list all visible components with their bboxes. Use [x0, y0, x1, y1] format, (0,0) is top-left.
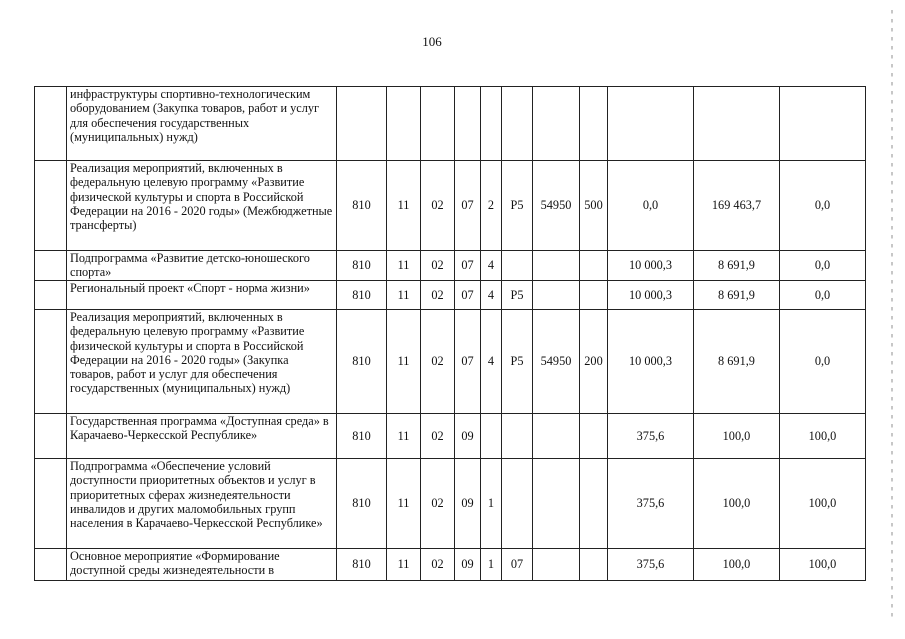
- table-row: [35, 161, 866, 251]
- value-cell-v3: 100,0: [780, 414, 866, 459]
- row-name-cell: Государственная программа «Доступная среда» в Карачаево-Черкесской Республике»: [67, 414, 337, 459]
- blank-cell: [35, 459, 67, 549]
- value-cell-c2: 11: [387, 310, 421, 414]
- value-cell-v1: 10 000,3: [608, 251, 694, 281]
- value-cell-c1: 810: [337, 414, 387, 459]
- value-cell-c4: 09: [455, 414, 481, 459]
- value-cell-v3: 100,0: [780, 549, 866, 581]
- value-cell-c7: 54950: [533, 161, 580, 251]
- value-cell-v3: 0,0: [780, 161, 866, 251]
- value-cell-c1: 810: [337, 251, 387, 281]
- value-cell-c3: 02: [421, 251, 455, 281]
- blank-cell: [35, 251, 67, 281]
- value-cell-c1: 810: [337, 310, 387, 414]
- value-cell-c7: [533, 459, 580, 549]
- page-number: 106: [422, 34, 442, 49]
- value-cell-c8: [580, 281, 608, 310]
- value-cell-c4: 07: [455, 161, 481, 251]
- value-cell-c8: [580, 87, 608, 161]
- value-cell-v2: 100,0: [694, 549, 780, 581]
- value-cell-c5: 1: [481, 549, 502, 581]
- budget-table: [34, 86, 866, 581]
- value-cell-c4: 07: [455, 281, 481, 310]
- value-cell-c3: 02: [421, 310, 455, 414]
- value-cell-v3: [780, 87, 866, 161]
- value-cell-v2: 100,0: [694, 459, 780, 549]
- value-cell-c2: [387, 87, 421, 161]
- value-cell-v2: [694, 87, 780, 161]
- blank-cell: [35, 414, 67, 459]
- value-cell-c2: 11: [387, 281, 421, 310]
- value-cell-v1: 375,6: [608, 459, 694, 549]
- value-cell-c7: [533, 87, 580, 161]
- row-name-cell: Реализация мероприятий, включенных в федеральную целевую программу «Развитие физической культуры и спорта в Российской Федерации на 2016 - 2020 годы» (Закупка товаров, работ и услуг для обеспечения государственных (муниципальных) нужд): [67, 310, 337, 414]
- value-cell-c3: 02: [421, 549, 455, 581]
- value-cell-c7: 54950: [533, 310, 580, 414]
- value-cell-c5: 2: [481, 161, 502, 251]
- value-cell-c7: [533, 414, 580, 459]
- value-cell-c5: 4: [481, 251, 502, 281]
- value-cell-c1: 810: [337, 281, 387, 310]
- value-cell-c6: P5: [502, 310, 533, 414]
- value-cell-c6: [502, 414, 533, 459]
- value-cell-c8: [580, 414, 608, 459]
- value-cell-v1: 10 000,3: [608, 310, 694, 414]
- value-cell-c7: [533, 251, 580, 281]
- value-cell-v1: 375,6: [608, 414, 694, 459]
- value-cell-v3: 0,0: [780, 251, 866, 281]
- value-cell-c8: [580, 459, 608, 549]
- value-cell-c7: [533, 549, 580, 581]
- value-cell-c4: [455, 87, 481, 161]
- value-cell-c8: [580, 251, 608, 281]
- value-cell-c3: 02: [421, 281, 455, 310]
- value-cell-c5: 1: [481, 459, 502, 549]
- value-cell-c5: 4: [481, 281, 502, 310]
- value-cell-c6: P5: [502, 161, 533, 251]
- value-cell-c8: [580, 549, 608, 581]
- row-name-cell: Реализация мероприятий, включенных в федеральную целевую программу «Развитие физической культуры и спорта в Российской Федерации на 2016 - 2020 годы» (Межбюджетные трансферты): [67, 161, 337, 251]
- value-cell-c2: 11: [387, 459, 421, 549]
- value-cell-v1: 0,0: [608, 161, 694, 251]
- table-row: [35, 414, 866, 459]
- value-cell-v2: 8 691,9: [694, 281, 780, 310]
- blank-cell: [35, 161, 67, 251]
- value-cell-c6: [502, 459, 533, 549]
- value-cell-c1: 810: [337, 161, 387, 251]
- value-cell-c8: 200: [580, 310, 608, 414]
- row-name-cell: Подпрограмма «Развитие детско-юношеского спорта»: [67, 251, 337, 281]
- value-cell-v1: [608, 87, 694, 161]
- value-cell-c4: 07: [455, 251, 481, 281]
- row-name-cell: инфраструктуры спортивно-технологическим оборудованием (Закупка товаров, работ и услуг для обеспечения государственных (муниципальных) нужд): [67, 87, 337, 161]
- table-row: [35, 310, 866, 414]
- row-name-cell: Подпрограмма «Обеспечение условий доступности приоритетных объектов и услуг в приоритетных сферах жизнедеятельности инвалидов и других маломобильных групп населения в Карачаево-Черкесской Республике»: [67, 459, 337, 549]
- value-cell-c1: 810: [337, 459, 387, 549]
- value-cell-c2: 11: [387, 251, 421, 281]
- value-cell-c3: 02: [421, 161, 455, 251]
- value-cell-c5: [481, 414, 502, 459]
- value-cell-v2: 100,0: [694, 414, 780, 459]
- blank-cell: [35, 87, 67, 161]
- value-cell-c5: [481, 87, 502, 161]
- value-cell-c4: 09: [455, 549, 481, 581]
- row-name-cell: Региональный проект «Спорт - норма жизни»: [67, 281, 337, 310]
- table-row: [35, 549, 866, 581]
- table-row: [35, 281, 866, 310]
- value-cell-c1: [337, 87, 387, 161]
- value-cell-c1: 810: [337, 549, 387, 581]
- table-row: [35, 459, 866, 549]
- value-cell-c2: 11: [387, 549, 421, 581]
- value-cell-v3: 0,0: [780, 281, 866, 310]
- table-row: [35, 87, 866, 161]
- value-cell-c6: P5: [502, 281, 533, 310]
- value-cell-c6: [502, 87, 533, 161]
- value-cell-v3: 0,0: [780, 310, 866, 414]
- row-name-cell: Основное мероприятие «Формирование доступной среды жизнедеятельности в: [67, 549, 337, 581]
- value-cell-v2: 8 691,9: [694, 251, 780, 281]
- value-cell-c3: 02: [421, 414, 455, 459]
- blank-cell: [35, 549, 67, 581]
- value-cell-c3: 02: [421, 459, 455, 549]
- value-cell-c5: 4: [481, 310, 502, 414]
- scan-edge-marks: [891, 10, 893, 620]
- table-row: [35, 251, 866, 281]
- blank-cell: [35, 310, 67, 414]
- value-cell-c3: [421, 87, 455, 161]
- value-cell-v2: 169 463,7: [694, 161, 780, 251]
- value-cell-c6: 07: [502, 549, 533, 581]
- value-cell-c6: [502, 251, 533, 281]
- value-cell-v2: 8 691,9: [694, 310, 780, 414]
- value-cell-c2: 11: [387, 161, 421, 251]
- blank-cell: [35, 281, 67, 310]
- value-cell-c7: [533, 281, 580, 310]
- value-cell-c4: 09: [455, 459, 481, 549]
- value-cell-v1: 375,6: [608, 549, 694, 581]
- value-cell-v1: 10 000,3: [608, 281, 694, 310]
- value-cell-c8: 500: [580, 161, 608, 251]
- value-cell-v3: 100,0: [780, 459, 866, 549]
- value-cell-c4: 07: [455, 310, 481, 414]
- value-cell-c2: 11: [387, 414, 421, 459]
